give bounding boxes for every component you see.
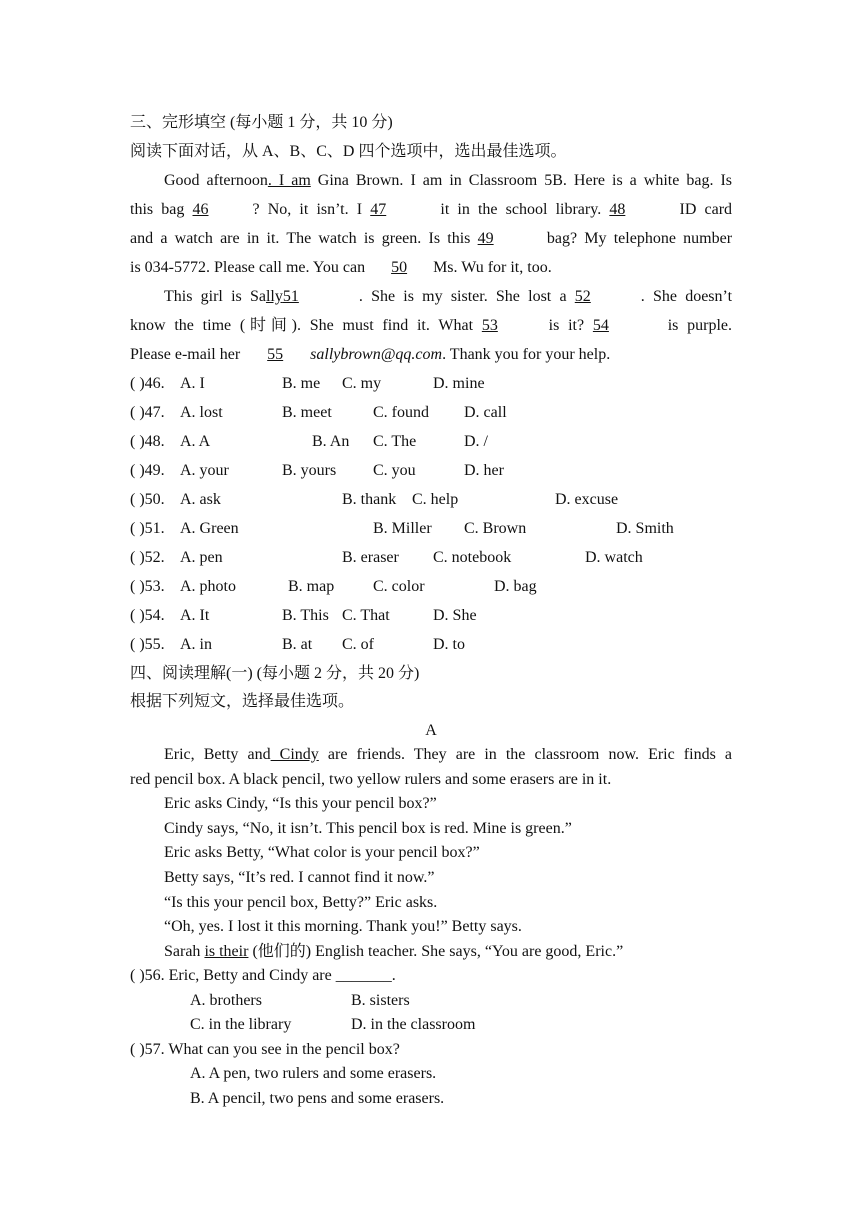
blank-47[interactable]: 47 bbox=[370, 201, 387, 218]
cloze-p1-line1: Good afternoon. I am Gina Brown. I am in Classroom 5B. Here is a white bag. Is bbox=[164, 172, 733, 189]
cloze-p2-line3: Please e-mail her 55 sallybrown@qq.com. Thank you for your help. bbox=[130, 346, 611, 363]
question-57-stem: ( )57. What can you see in the pencil box? bbox=[130, 1041, 400, 1058]
dialogue-line5: “Is this your pencil box, Betty?” Eric asks. bbox=[164, 894, 438, 911]
section4-heading: 四、阅读理解(一) (每小题 2 分，共 20 分) bbox=[130, 665, 420, 682]
question-56-stem: ( )56. Eric, Betty and Cindy are _______. bbox=[130, 967, 396, 984]
passage-label: A bbox=[425, 722, 437, 739]
section3-instruction: 阅读下面对话，从 A、B、C、D 四个选项中，选出最佳选项。 bbox=[130, 143, 567, 160]
blank-52[interactable]: 52 bbox=[574, 288, 591, 305]
blank-54[interactable]: 54 bbox=[592, 317, 609, 334]
cloze-p1-line4: is 034-5772. Please call me. You can 50 Ms. Wu for it, too. bbox=[130, 259, 552, 276]
blank-51[interactable]: 51 bbox=[282, 288, 299, 305]
dialogue-line6: “Oh, yes. I lost it this morning. Thank you!” Betty says. bbox=[164, 918, 522, 935]
cloze-p2-line1: This girl is Sally51 . She is my sister. She lost a 52 . She doesn’t bbox=[164, 288, 733, 305]
blank-53[interactable]: 53 bbox=[481, 317, 498, 334]
dialogue-line2: Cindy says, “No, it isn’t. This pencil box is red. Mine is green.” bbox=[164, 820, 572, 837]
dialogue-line1: Eric asks Cindy, “Is this your pencil box?” bbox=[164, 795, 437, 812]
blank-50[interactable]: 50 bbox=[391, 259, 408, 276]
passage-line2: red pencil box. A black pencil, two yellow rulers and some erasers are in it. bbox=[130, 771, 612, 788]
blank-48[interactable]: 48 bbox=[609, 201, 626, 218]
dialogue-line3: Eric asks Betty, “What color is your pencil box?” bbox=[164, 844, 480, 861]
section4-instruction: 根据下列短文，选择最佳选项。 bbox=[130, 693, 355, 710]
email-address: sallybrown@qq.com bbox=[310, 346, 443, 363]
blank-49[interactable]: 49 bbox=[477, 230, 494, 247]
dialogue-line4: Betty says, “It’s red. I cannot find it now.” bbox=[164, 869, 435, 886]
blank-46[interactable]: 46 bbox=[192, 201, 209, 218]
blank-55[interactable]: 55 bbox=[267, 346, 284, 363]
cloze-p2-line2: know the time (时间). She must find it. What 53 is it? 54 is purple. bbox=[130, 317, 733, 334]
document-page: 三、完形填空 (每小题 1 分，共 10 分) 阅读下面对话，从 A、B、C、D 四个选项中，选出最佳选项。 Good afternoon. I am Gina Brown. I am in Classroom 5B. Here is a white bag. Is this bag 46 ? No, it isn’t. I 47 it in the school library. 48 ID card and a watch are in it. The watch is green. Is this 49 bag? My telephone number is 034-5772. Please call me. You can 50 Ms. Wu for it, too. This girl is Sally51 . She is my sister. She lost a 52 . She doesn’t know the time (时间). She must find it. What 53 is it? 54 is purple. Please e-mail her 55 sallybrown@qq.com. Thank you for your help. ( )46. A. I B. me C. my D. mine ( )47. A. lost B. meet C. found D. call ( )48. A. A B. An C. The D. / ( )49. A. your B. yours C. you D. her ( )50. A. ask B. thank C. help D. excuse ( )51. A. Green B. Miller C. Brown D. Smith ( )52. A. pen B. eraser C. notebook D. watch ( )53. A. photo B. map C. color D. bag ( )54. A. It B. This C. That D. She ( )55. A. in B. at C. of D. to 四、阅读理解(一) (每小题 2 分，共 20 分) 根据下列短文，选择最佳选项。 A Eric, Betty and Cindy are friends. They are in the classroom now. Eric finds a red pencil box. A black pencil, two yellow rulers and some erasers are in it. Eric asks Cindy, “Is this your pencil box?” Cindy says, “No, it isn’t. This pencil box is red. Mine is green.” Eric asks Betty, “What color is your pencil box?” Betty says, “It’s red. I cannot find it now.” “Is this your pencil box, Betty?” Eric asks. “Oh, yes. I lost it this morning. Thank you!” Betty says. Sarah is their (他们的) English teacher. She says, “You are good, Eric.” ( )56. Eric, Betty and Cindy are _______. A. brothers B. sisters C. in the library D. in the classroom ( )57. What can you see in the pencil box? A. A pen, two rulers and some erasers. B. A pencil, two pens and some erasers. bbox=[130, 114, 733, 1107]
cloze-p1-line2: this bag 46 ? No, it isn’t. I 47 it in the school library. 48 ID card bbox=[130, 201, 733, 218]
passage-line1: Eric, Betty and Cindy are friends. They are in the classroom now. Eric finds a bbox=[164, 746, 732, 763]
dialogue-line7: Sarah is their (他们的) English teacher. She says, “You are good, Eric.” bbox=[164, 943, 624, 960]
section3-heading: 三、完形填空 (每小题 1 分，共 10 分) bbox=[130, 114, 393, 131]
cloze-p1-line3: and a watch are in it. The watch is green. Is this 49 bag? My telephone number bbox=[130, 230, 733, 247]
